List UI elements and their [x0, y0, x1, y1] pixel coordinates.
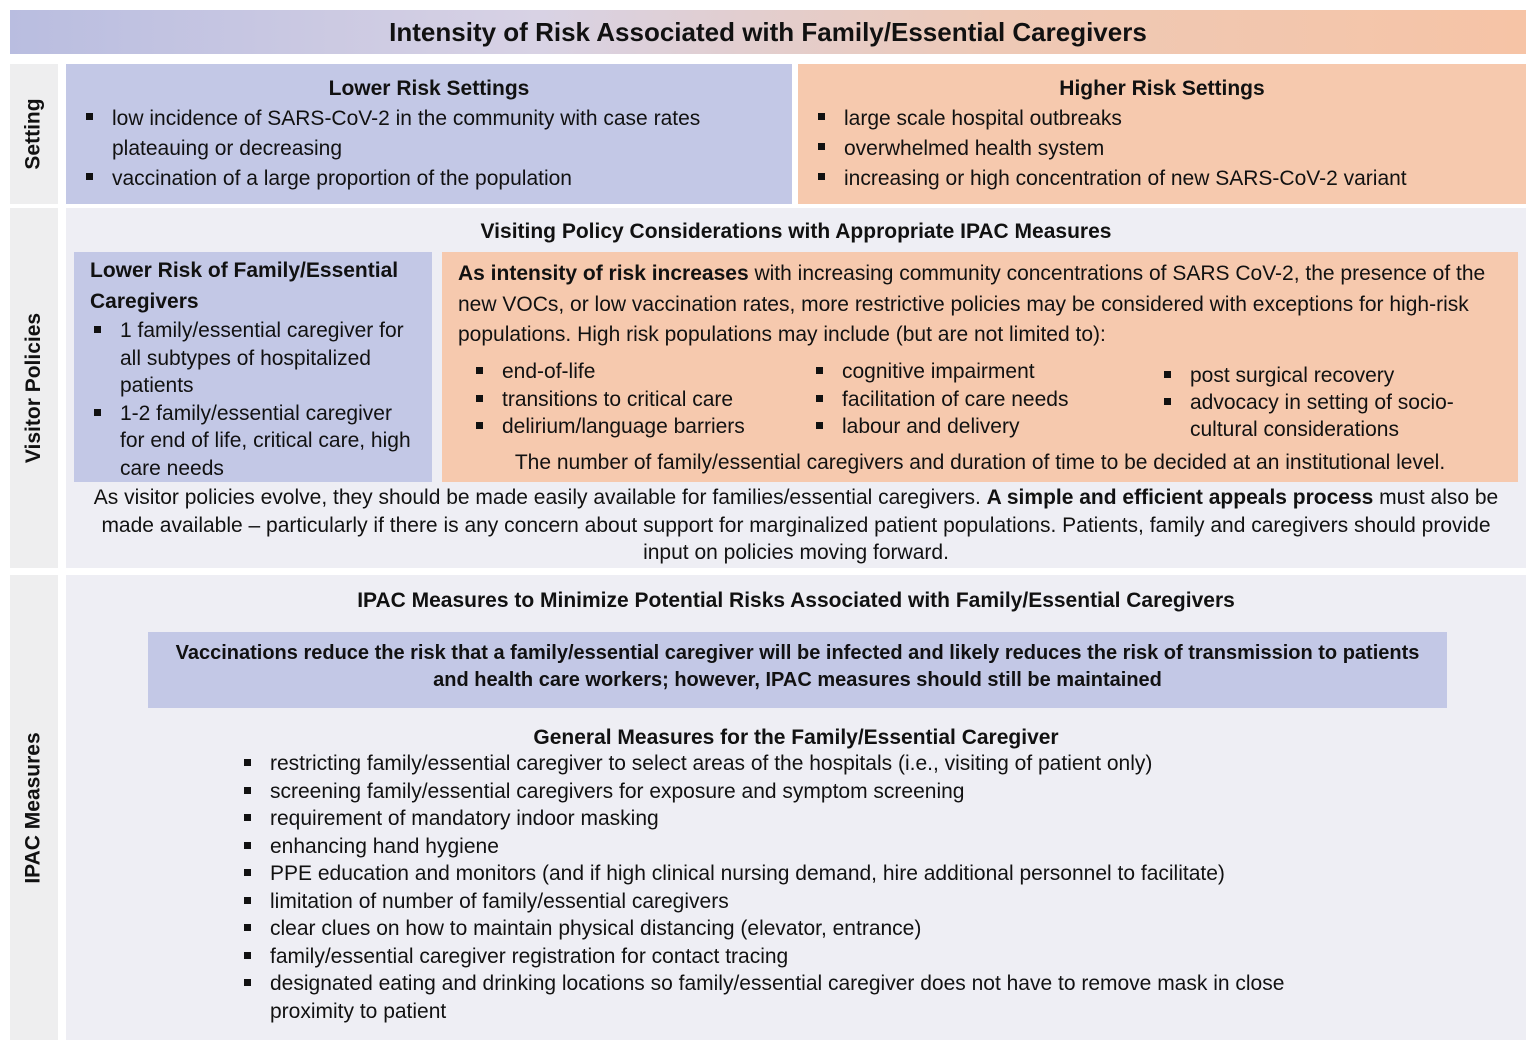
list-item: family/essential caregiver registration for contact tracing [240, 943, 1360, 971]
list-item: PPE education and monitors (and if high clinical nursing demand, hire additional personnel to facilitate) [240, 860, 1360, 888]
list-item: cognitive impairment [812, 358, 1142, 386]
general-measures-list [240, 750, 1360, 1025]
list-item: end-of-life [472, 358, 802, 386]
list-item: overwhelmed health system [814, 134, 1510, 164]
list-item: screening family/essential caregivers for exposure and symptom screening [240, 778, 1360, 806]
list-item: limitation of number of family/essential caregivers [240, 888, 1360, 916]
visiting-policy-heading: Visiting Policy Considerations with Appropriate IPAC Measures [480, 220, 1112, 243]
list-item: vaccination of a large proportion of the population [82, 164, 776, 194]
list-item: delirium/language barriers [472, 413, 802, 441]
row-label-ipac-measures-text: IPAC Measures [22, 731, 45, 884]
list-item: transitions to critical care [472, 386, 802, 414]
row-label-visitor-policies [10, 208, 58, 568]
list-item: facilitation of care needs [812, 386, 1142, 414]
higher-risk-settings-heading: Higher Risk Settings [1059, 77, 1265, 100]
list-item: designated eating and drinking locations so family/essential caregiver does not have to remove mask in close proximity to patient [240, 970, 1360, 1025]
figure-title-text: Intensity of Risk Associated with Family/Essential Caregivers [389, 16, 1147, 47]
risk-increase-text: with increasing community concentrations of SARS CoV-2, the presence of the new VOCs, or low vaccination rates, more restrictive policies may be considered with exceptions for high-risk populations. High risk populations may include (but are not limited to): [458, 262, 1486, 346]
list-item: large scale hospital outbreaks [814, 104, 1510, 134]
visitor-policies-note [66, 484, 1526, 567]
lower-risk-caregivers-box [74, 252, 432, 482]
row-label-visitor-policies-text: Visitor Policies [22, 312, 45, 464]
list-item: requirement of mandatory indoor masking [240, 805, 1360, 833]
list-item: advocacy in setting of socio-cultural considerations [1160, 389, 1500, 443]
institutional-decision-note: The number of family/essential caregivers and duration of time to be decided at an institutional level. [514, 451, 1446, 474]
list-item: enhancing hand hygiene [240, 833, 1360, 861]
high-risk-populations-col3 [1160, 362, 1500, 443]
figure-title [10, 10, 1526, 54]
lower-risk-caregivers-list [90, 317, 418, 482]
list-item: low incidence of SARS-CoV-2 in the community with case rates plateauing or decreasing [82, 104, 776, 164]
list-item: post surgical recovery [1160, 362, 1500, 389]
list-item: restricting family/essential caregiver to select areas of the hospitals (i.e., visiting of patient only) [240, 750, 1360, 778]
risk-increase-paragraph [458, 259, 1508, 351]
vaccination-note-text: Vaccinations reduce the risk that a family/essential caregiver will be infected and likely reduces the risk of transmission to patients and health care workers; however, IPAC measures should still be maintained [175, 642, 1420, 691]
vaccination-note-box [148, 632, 1447, 708]
list-item: increasing or high concentration of new SARS-CoV-2 variant [814, 164, 1510, 194]
visitor-note-text-1: As visitor policies evolve, they should be made easily available for families/essential caregivers. [93, 486, 987, 509]
general-measures-heading: General Measures for the Family/Essential Caregiver [533, 726, 1059, 749]
row-label-ipac-measures [10, 575, 58, 1040]
higher-risk-settings-list [814, 104, 1510, 194]
list-item: 1-2 family/essential caregiver for end of life, critical care, high care needs [90, 400, 418, 483]
lower-risk-settings-list [82, 104, 776, 194]
ipac-measures-heading: IPAC Measures to Minimize Potential Risks Associated with Family/Essential Caregivers [357, 589, 1235, 612]
appeals-process-bold: A simple and efficient appeals process [986, 486, 1374, 509]
visitor-note-text-2: must also be made available – particularly if there is any concern about support for marginalized patient populations. Patients, family and caregivers should provide input on policies moving forward. [101, 486, 1499, 564]
high-risk-populations-col1 [472, 358, 802, 441]
higher-risk-settings-panel [798, 64, 1526, 204]
row-label-setting-text: Setting [22, 98, 46, 170]
lower-risk-caregivers-heading: Lower Risk of Family/Essential Caregivers [90, 259, 399, 313]
high-risk-populations-col2 [812, 358, 1142, 441]
list-item: labour and delivery [812, 413, 1142, 441]
row-label-setting [10, 64, 58, 204]
risk-increase-bold: As intensity of risk increases [458, 262, 749, 285]
lower-risk-settings-panel [66, 64, 792, 204]
lower-risk-settings-heading: Lower Risk Settings [328, 77, 530, 100]
list-item: 1 family/essential caregiver for all subtypes of hospitalized patients [90, 317, 418, 400]
list-item: clear clues on how to maintain physical distancing (elevator, entrance) [240, 915, 1360, 943]
